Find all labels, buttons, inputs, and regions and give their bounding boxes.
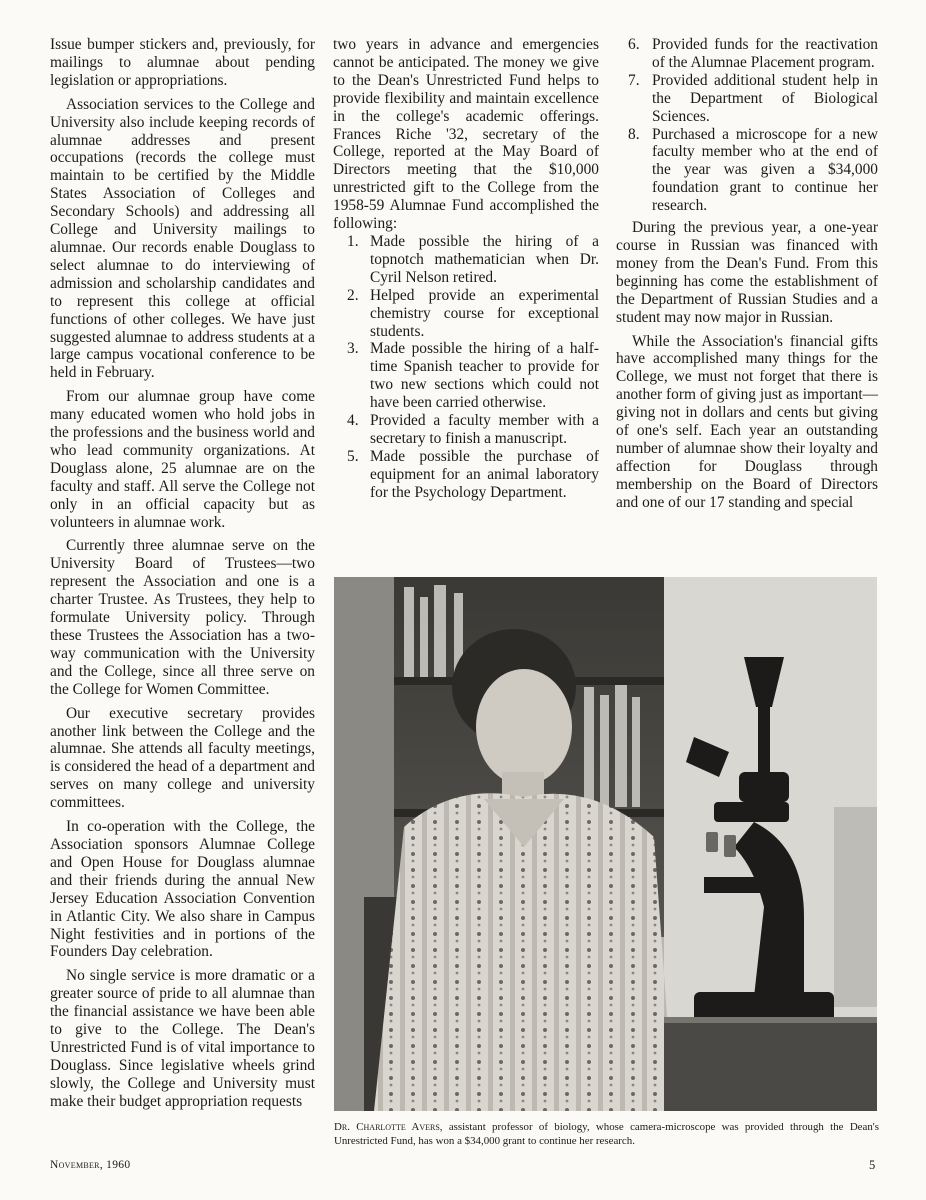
paragraph: In co-operation with the College, the Association sponsors Alumnae College and Open House for Douglass alumnae and their friends during the annual New Jersey Education Association Convention in Atlantic City. We also share in Campus Night festivities and in portions of the Founders Day celebration. xyxy=(50,818,315,961)
list-item xyxy=(333,287,599,341)
paragraph: Currently three alumnae serve on the University Board of Trustees—two represent the Association and one is a charter Trustee. As Trustees, they help to formulate University policy. Through these Trustees the Association has a two-way communication with the University and the College, since all three serve on the College for Women Committee. xyxy=(50,537,315,698)
list-item xyxy=(616,72,878,126)
list-number: 2. xyxy=(347,286,359,304)
list-item xyxy=(333,233,599,287)
paragraph: Association services to the College and University also include keeping records of alumnae addresses and present occupations (records the college must maintain to be certified by the Middle States Association of Colleges and Secondary Schools) and addressing all College and University mailings to alumnae. Our records enable Douglass to select alumnae to do interviewing of admission and scholarship candidates and to represent this college at official functions of other colleges. We have just suggested alumnae to address students at a large campus vocational conference to be held in February. xyxy=(50,95,315,382)
photo-illustration xyxy=(334,577,877,1111)
list-text: Made possible the purchase of equipment for an animal laboratory for the Psychology Department. xyxy=(370,447,599,501)
list-text: Provided additional student help in the Department of Biological Sciences. xyxy=(652,71,878,125)
paragraph: two years in advance and emergencies cannot be anticipated. The money we give to the Dean's Unrestricted Fund helps to provide flexibility and maintain excellence in the college's academic offerings. Frances Riche '32, secretary of the College, reported at the May Board of Directors meeting that the $10,000 unrestricted gift to the College from the 1958-59 Alumnae Fund accomplished the following: xyxy=(333,36,599,233)
list-number: 6. xyxy=(628,36,640,53)
list-number: 1. xyxy=(347,232,359,250)
page-number: 5 xyxy=(869,1158,876,1172)
paragraph: Issue bumper stickers and, previously, for mailings to alumnae about pending legislation or appropriations. xyxy=(50,36,315,89)
column-2 xyxy=(333,36,599,502)
paragraph: During the previous year, a one-year course in Russian was financed with money from the Dean's Fund. From this beginning has come the establishment of the Department of Russian Studies and a student may now major in Russian. xyxy=(616,219,878,326)
list-item xyxy=(616,36,878,72)
paragraph: No single service is more dramatic or a greater source of pride to all alumnae than the financial assistance we have been able to give to the College. The Dean's Unrestricted Fund is of vital importance to Douglass. Since legislative wheels grind slowly, the College and University must make their budget appropriation requests xyxy=(50,967,315,1110)
list-text: Provided funds for the reactivation of the Alumnae Placement program. xyxy=(652,36,878,71)
list-number: 3. xyxy=(347,340,359,358)
list-number: 7. xyxy=(628,71,640,89)
list-text: Purchased a microscope for a new faculty member who at the end of the year was given a $34,000 foundation grant to continue her research. xyxy=(652,125,878,215)
list-number: 8. xyxy=(628,125,640,143)
list-item xyxy=(616,126,878,216)
photo-scientist-with-microscope xyxy=(334,577,877,1111)
list-item xyxy=(333,340,599,412)
list-text: Helped provide an experimental chemistry course for exceptional students. xyxy=(370,286,599,340)
accomplishments-list xyxy=(333,233,599,502)
list-text: Provided a faculty member with a secretary to finish a manuscript. xyxy=(370,412,599,447)
list-item xyxy=(333,412,599,448)
list-text: Made possible the hiring of a half-time Spanish teacher to provide for two new sections which could not have been carried otherwise. xyxy=(370,340,599,412)
column-3 xyxy=(616,36,878,512)
paragraph: Our executive secretary provides another link between the College and the alumnae. She attends all faculty meetings, is considered the head of a department and serves on many college and university committees. xyxy=(50,704,315,812)
caption-text: assistant professor of biology, whose camera-microscope was provided through the Dean's Unrestricted Fund, has won a $34,000 grant to continue her research. xyxy=(334,1121,879,1147)
photo-caption xyxy=(334,1120,879,1148)
paragraph: While the Association's financial gifts have accomplished many things for the College, we must not forget that there is another form of giving just as important—giving not in dollars and cents but giving of one's self. Each year an outstanding number of alumnae show their loyalty and affection for Douglass through membership on the Board of Directors and one of our 17 standing and special xyxy=(616,332,878,511)
list-text: Made possible the hiring of a topnotch mathematician when Dr. Cyril Nelson retired. xyxy=(370,232,599,286)
list-number: 5. xyxy=(347,447,359,465)
issue-date: November, 1960 xyxy=(50,1159,131,1171)
list-number: 4. xyxy=(347,412,359,430)
paragraph: From our alumnae group have come many educated women who hold jobs in the professions and the business world and who lead community organizations. At Douglass alone, 25 alumnae are on the faculty and staff. All serve the College not only in an official capacity but as volunteers in alumnae work. xyxy=(50,388,315,531)
list-item xyxy=(333,448,599,502)
column-1 xyxy=(50,36,315,1111)
caption-name: Dr. Charlotte Avers, xyxy=(334,1121,443,1133)
accomplishments-list-continued xyxy=(616,36,878,215)
